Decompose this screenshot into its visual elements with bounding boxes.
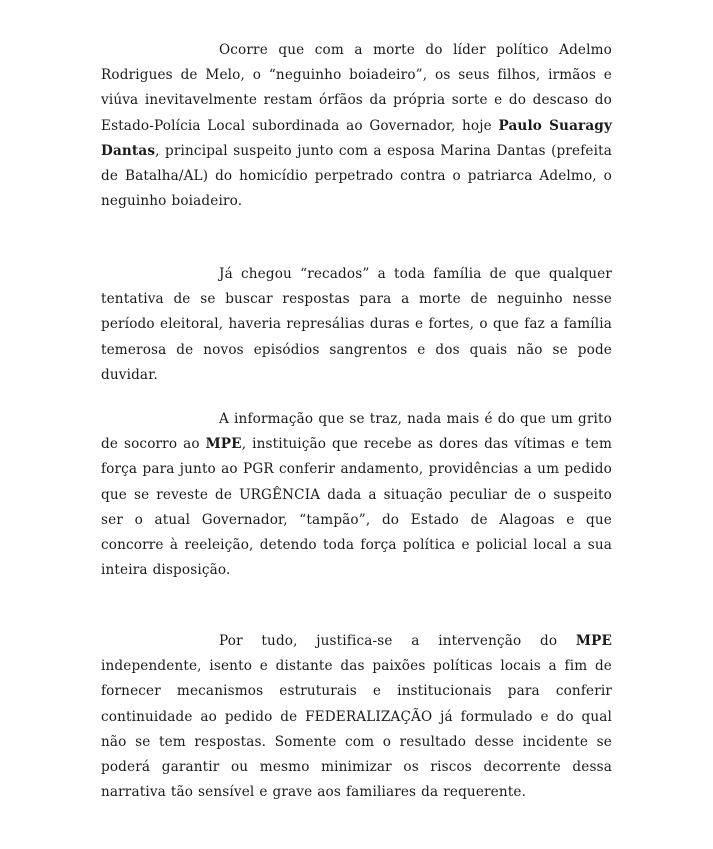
mpe-bold-2: MPE [575,633,612,649]
paragraph-1 [101,38,612,214]
paragraph-2-text-1: Já chegou “recados” a toda família de que qualquer tentativa de se buscar respostas para a morte de neguinho nesse período eleitoral, haveria represálias duras e fortes, o que faz a família temerosa de novos episódios sangrentos e dos quais não se pode duvidar. [101,266,612,383]
paragraph-3 [101,407,612,583]
governor-name: Paulo Suaragy Dantas [101,117,613,159]
mpe-bold-1: MPE [205,436,242,453]
paragraph-2 [101,262,612,388]
paragraph-3-text-2: , instituição que recebe as dores das vítimas e tem força para junto ao PGR conferir andamento, providências a um pedido que se reveste de URGÊNCIA dada a situação peculiar de o suspeito ser o atual Governador, “tampão”, do Estado de Alagoas e que concorre à reeleição, detendo toda força política e policial local a sua inteira disposição. [101,436,612,579]
paragraph-4 [101,629,612,805]
paragraph-1-text-2: , principal suspeito junto com a esposa Marina Dantas (prefeita de Batalha/AL) do homicídio perpetrado contra o patriarca Adelmo, o neguinho boiadeiro. [101,142,612,210]
paragraph-4-text-1: Por tudo, justifica-se a intervenção do [219,633,576,649]
paragraph-4-text-2: independente, isento e distante das paixões políticas locais a fim de fornecer mecanismos estruturais e institucionais para conferir continuidade ao pedido de FEDERALIZAÇÃO já formulado e do qual não se tem respostas. Somente com o resultado desse incidente se poderá garantir ou mesmo minimizar os riscos decorrente dessa narrativa tão sensível e grave aos familiares da requerente. [101,658,612,801]
paragraph-3-text-1: A informação que se traz, nada mais é do que um grito de socorro ao [101,411,612,453]
paragraph-1-text-1: Ocorre que com a morte do líder político Adelmo Rodrigues de Melo, o “neguinho boiadeiro”, os seus filhos, irmãos e viúva inevitavelmente restam órfãos da própria sorte e do descaso do Estado-Polícia Local subordinada ao Governador, hoje [101,42,612,134]
